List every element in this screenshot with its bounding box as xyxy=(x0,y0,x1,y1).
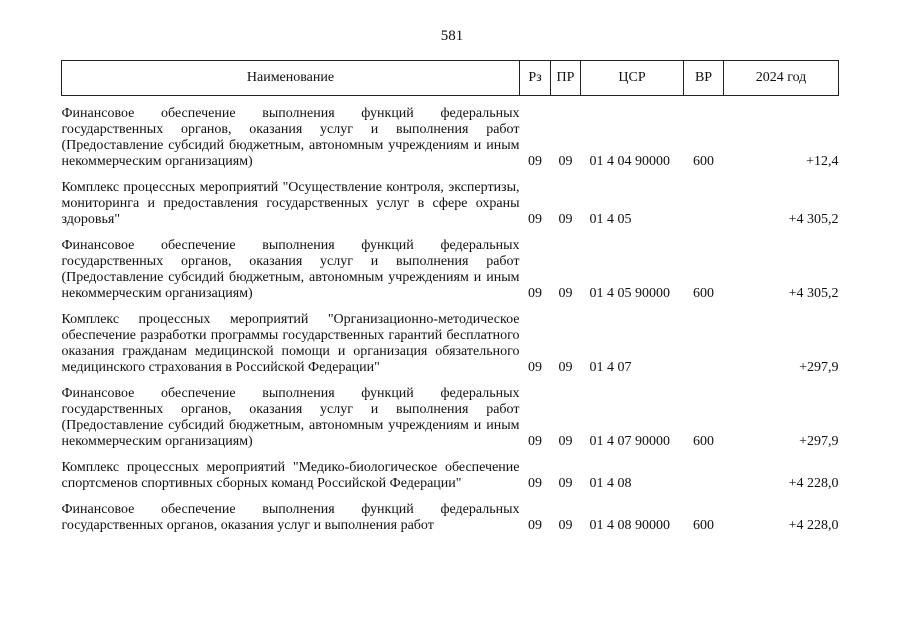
row-amount: +12,4 xyxy=(806,154,839,169)
row-csr: 01 4 08 90000 xyxy=(589,518,670,533)
row-vr: 600 xyxy=(693,286,714,301)
table-row xyxy=(62,302,839,376)
row-amount: +4 228,0 xyxy=(788,476,839,491)
row-name: Финансовое обеспечение выполнения функций федеральных государственных органов, оказания услуг и выполнения работ (Предоставление субсидий бюджетным, автономным учреждениям и иным некоммерческим организациям) xyxy=(61,238,520,301)
row-csr: 01 4 05 xyxy=(589,212,632,227)
row-amount: +297,9 xyxy=(799,360,839,375)
row-rz: 09 xyxy=(528,212,542,227)
row-vr xyxy=(684,302,724,376)
table-row xyxy=(62,96,839,171)
table-row xyxy=(62,450,839,492)
row-rz: 09 xyxy=(528,286,542,301)
table-header-row xyxy=(62,61,839,96)
header-vr: ВР xyxy=(684,61,724,96)
header-name: Наименование xyxy=(62,61,520,96)
row-csr: 01 4 04 90000 xyxy=(589,154,670,169)
row-name: Финансовое обеспечение выполнения функций федеральных государственных органов, оказания услуг и выполнения работ (Предоставление субсидий бюджетным, автономным учреждениям и иным некоммерческим организациям) xyxy=(61,386,520,449)
row-rz: 09 xyxy=(528,154,542,169)
header-pr: ПР xyxy=(551,61,581,96)
row-pr: 09 xyxy=(558,518,573,533)
row-csr: 01 4 08 xyxy=(589,476,632,491)
budget-table xyxy=(61,60,839,534)
row-name: Финансовое обеспечение выполнения функций федеральных государственных органов, оказания услуг и выполнения работ xyxy=(61,502,520,533)
row-pr: 09 xyxy=(558,434,573,449)
table-row xyxy=(62,376,839,450)
row-pr: 09 xyxy=(558,212,573,227)
row-csr: 01 4 05 90000 xyxy=(589,286,670,301)
row-vr xyxy=(684,450,724,492)
row-vr xyxy=(684,170,724,228)
header-rz: Рз xyxy=(520,61,551,96)
table-row xyxy=(62,170,839,228)
row-amount: +4 305,2 xyxy=(788,286,839,301)
table-row xyxy=(62,492,839,534)
page-number: 581 xyxy=(440,28,464,44)
row-name: Финансовое обеспечение выполнения функций федеральных государственных органов, оказания услуг и выполнения работ (Предоставление субсидий бюджетным, автономным учреждениям и иным некоммерческим организациям) xyxy=(61,106,520,169)
row-amount: +297,9 xyxy=(799,434,839,449)
header-year: 2024 год xyxy=(724,61,839,96)
row-rz: 09 xyxy=(528,476,542,491)
row-vr: 600 xyxy=(693,154,714,169)
row-amount: +4 305,2 xyxy=(788,212,839,227)
row-vr: 600 xyxy=(693,518,714,533)
header-csr: ЦСР xyxy=(581,61,684,96)
row-amount: +4 228,0 xyxy=(788,518,839,533)
row-name: Комплекс процессных мероприятий "Осуществление контроля, экспертизы, мониторинга и предоставления государственных услуг в сфере охраны здоровья" xyxy=(61,180,520,227)
row-pr: 09 xyxy=(558,360,573,375)
row-pr: 09 xyxy=(558,286,573,301)
row-pr: 09 xyxy=(558,154,573,169)
row-name: Комплекс процессных мероприятий "Организационно-методическое обеспечение разработки программы государственных гарантий бесплатного оказания гражданам медицинской помощи и организация обязательного медицинского страхования в Российской Федерации" xyxy=(61,312,520,375)
row-rz: 09 xyxy=(528,518,542,533)
row-rz: 09 xyxy=(528,360,542,375)
row-pr: 09 xyxy=(558,476,573,491)
row-rz: 09 xyxy=(528,434,542,449)
row-name: Комплекс процессных мероприятий "Медико-биологическое обеспечение спортсменов спортивных сборных команд Российской Федерации" xyxy=(61,460,520,491)
table-row xyxy=(62,228,839,302)
row-vr: 600 xyxy=(693,434,714,449)
row-csr: 01 4 07 xyxy=(589,360,632,375)
row-csr: 01 4 07 90000 xyxy=(589,434,670,449)
